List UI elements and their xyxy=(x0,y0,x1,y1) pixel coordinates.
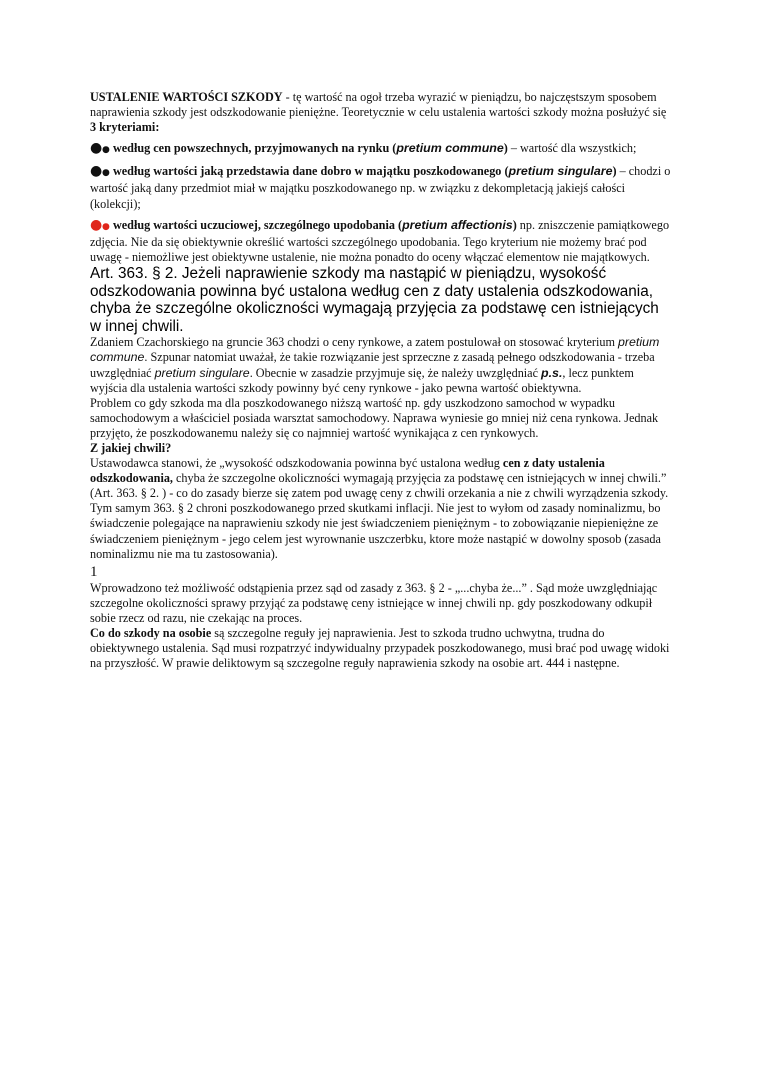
para-text: są szczegolne reguły jej naprawienia. Jest to szkoda trudno uchwytna, trudna do obiektywnego ustalenia. Sąd musi rozpatrzyć indywidualny przypadek poszkodowanego, musi brać pod uwagę widoki na przyszłość. W prawie deliktowym są szczegolne reguły naprawienia szkody na osobie art. 444 i następne. xyxy=(90,626,670,671)
para-text: chyba że szczegolne okoliczności wymagają przyjęcia za podstawę cen istniejących w innej chwili.” (Art. 363. § 2. ) - co do zasady bierze się zatem pod uwagę ceny z chwili orzekania a nie z chwili wyrządzenia szkody. Tym samym 363. § 2 chroni poszkodowanego przed skutkami inflacji. Nie jest to wyłom od zasady nominalizmu, bo świadczenie polegające na naprawieniu szkody nie jest świadczeniem pieniężnym ‑ to zobowiązanie niepieniężne ze świadczeniem pieniężnym ‑ jego celem jest wyrownanie uszczerbku, ktore może nastąpić w dowolny sposob (zasada nominalizmu nie ma tu zastosowania). xyxy=(90,471,669,561)
bullet-icon: ● xyxy=(90,140,103,157)
latin-term: pretium commune xyxy=(90,335,660,365)
paragraph-problem: Problem co gdy szkoda ma dla poszkodowanego niższą wartość np. gdy uszkodzono samochod w wypadku samochodowym a właściciel posiada warsztat samochodowy. Naprawa wyniesie go mniej niż cena rynkowa. Jednak przyjęto, że poszkodowanemu należy się co najmniej wartość wynikająca z cen rynkowych. xyxy=(90,395,659,440)
question-heading: Z jakiej chwili? xyxy=(90,440,172,455)
latin-term: pretium commune xyxy=(396,141,504,156)
bullet-label: według wartości jaką przedstawia dane dobro w majątku poszkodowanego ( xyxy=(112,164,509,179)
bullet-text: np. zniszczenie pamiątkowego zdjęcia. Nie da się obiektywnie określić wartości szczególnego upodobania. Tego kryterium nie możemy brać pod uwagę ‑ niemożliwe jest obiektywne ustalenie, nie można ponadto do oceny włączać elementow nie majątkowych. xyxy=(90,217,670,264)
para-text: . Szpunar natomiat uważał, że takie rozwiązanie jest sprzeczne z zasadą pełnego odszkodowania ‑ trzeba uwzględniać xyxy=(90,350,655,380)
intro-text: ‑ tę wartość na ogoł trzeba wyrazić w pieniądzu, bo najczęstszym sposobem naprawienia szkody jest odszkodowanie pieniężne. Teoretycznie w celu ustalenia wartości szkody można posłużyć się xyxy=(90,90,667,120)
para-text: . Obecnie w zasadzie przyjmuje się, że należy uwzględniać xyxy=(249,365,542,380)
red-bullet-small-icon: ● xyxy=(102,221,110,232)
bullet-text: – chodzi o wartość jaką dany przedmiot miał w majątku poszkodowanego np. w związku z dekompletacją jakiejś całości (kolekcji); xyxy=(90,164,671,211)
paragraph-czachorski xyxy=(90,335,672,395)
latin-term: pretium singulare xyxy=(508,164,613,179)
bullet-label-close: ) xyxy=(512,217,517,232)
bullet-item-singulare xyxy=(90,164,672,211)
bold-phrase: Co do szkody na osobie xyxy=(90,626,212,640)
bullet-item-commune xyxy=(90,141,672,158)
document-page xyxy=(90,90,672,671)
paragraph-exception: Wprowadzono też możliwość odstąpienia przez sąd od zasady z 363. § 2 ‑ „...chyba że...” . Sąd może uwzględniając szczegolne okoliczności sprawy przyjąć za podstawę ceny istniejące w innej chwili np. gdy poszkodowany odkupił sobie rzecz od razu, nie czekając na proces. xyxy=(90,580,658,625)
bullet-label: według wartości uczuciowej, szczególnego upodobania ( xyxy=(112,217,403,232)
article-quote: Art. 363. § 2. Jeżeli naprawienie szkody ma nastąpić w pieniądzu, wysokość odszkodowania powinna być ustalona według cen z daty ustalenia odszkodowania, chyba że szczególne okoliczności wymagają przyjęcia za podstawę cen istniejących w innej chwili. xyxy=(90,264,659,335)
section-heading: USTALENIE WARTOŚCI SZKODY xyxy=(90,90,283,104)
red-bullet-icon: ● xyxy=(90,216,103,233)
paragraph-person-damage xyxy=(90,626,672,671)
latin-term: pretium affectionis xyxy=(402,217,513,232)
para-text: Zdaniem Czachorskiego na gruncie 363 chodzi o ceny rynkowe, a zatem postulował on stosować kryterium xyxy=(90,335,618,350)
intro-paragraph xyxy=(90,90,672,135)
bullet-icon: ● xyxy=(90,163,103,180)
latin-abbrev: p.s. xyxy=(541,365,563,380)
bullet-label: według cen powszechnych, przyjmowanych na rynku ( xyxy=(112,141,397,156)
para-text: , lecz punktem wyjścia dla ustalenia wartości szkody powinny być ceny rynkowe ‑ jako pewna wartość obiektywna. xyxy=(90,365,634,395)
para-text: Ustawodawca stanowi, że „wysokość odszkodowania powinna być ustalona według xyxy=(90,456,503,471)
intro-criteria: 3 kryteriami: xyxy=(90,120,160,135)
bullet-small-icon: ● xyxy=(102,145,110,156)
bullet-label-close: ) xyxy=(612,164,617,179)
bullet-item-affectionis xyxy=(90,218,672,265)
latin-term: pretium singulare xyxy=(154,365,250,380)
bullet-small-icon: ● xyxy=(102,168,110,179)
bullet-text: – wartość dla wszystkich; xyxy=(507,141,637,156)
bullet-label-close: ) xyxy=(503,141,508,156)
paragraph-legislator xyxy=(90,456,672,562)
page-number: 1 xyxy=(90,563,98,580)
bold-phrase: cen z daty ustalenia odszkodowania, xyxy=(90,456,605,486)
